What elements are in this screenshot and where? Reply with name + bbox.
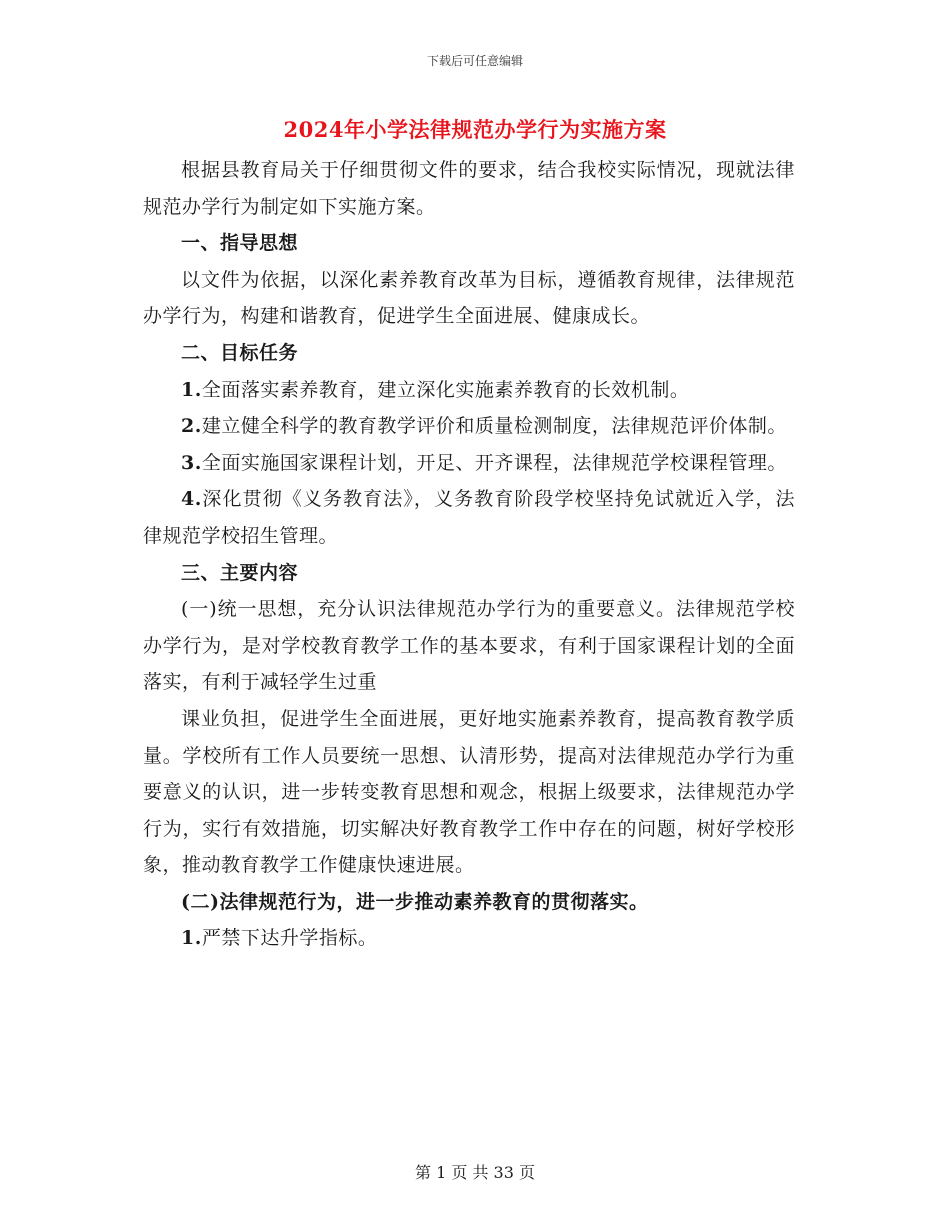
goal-item-text: 全面落实素养教育，建立深化实施素养教育的长效机制。 [201,378,690,401]
main-content-paragraph-2: 课业负担，促进学生全面进展，更好地实施素养教育，提高教育教学质量。学校所有工作人员要统一思想、认清形势，提高对法律规范办学行为重要意义的认识，进一步转变教育思想和观念，根据上级要求，法律规范办学行为，实行有效措施，切实解决好教育教学工作中存在的问题，树好学校形象，推动教育教学工作健康快速进展。 [143,707,795,877]
goal-item-number: 2. [181,415,202,438]
goal-item [143,481,795,554]
goal-item-text: 深化贯彻《义务教育法》，义务教育阶段学校坚持免试就近入学，法律规范学校招生管理。 [143,488,795,547]
page-footer: 第 1 页 共 33 页 [415,1163,535,1182]
document-title: 2024年小学法律规范办学行为实施方案 [283,117,667,142]
goal-item-number: 4. [181,488,202,511]
measure-item-number: 1. [181,927,202,950]
measure-item [143,920,795,957]
guiding-thought-paragraph: 以文件为依据，以深化素养教育改革为目标，遵循教育规律，法律规范办学行为，构建和谐教育，促进学生全面进展、健康成长。 [143,268,795,328]
header-note: 下载后可任意编辑 [426,54,523,68]
measure-item-text: 严禁下达升学指标。 [201,927,378,950]
goal-item [143,445,795,482]
goal-item-number: 3. [181,451,202,474]
section-heading-main-content: 三、主要内容 [181,561,299,584]
document-body [143,152,795,957]
intro-paragraph: 根据县教育局关于仔细贯彻文件的要求，结合我校实际情况，现就法律规范办学行为制定如下实施方案。 [143,159,795,218]
goal-item-text: 建立健全科学的教育教学评价和质量检测制度，法律规范评价体制。 [201,415,787,438]
goal-item [143,408,795,445]
goal-item-number: 1. [181,378,202,401]
subsection-heading-2: (二)法律规范行为，进一步推动素养教育的贯彻落实。 [181,890,649,913]
goal-item-text: 全面实施国家课程计划，开足、开齐课程，法律规范学校课程管理。 [201,451,787,474]
section-heading-goals: 二、目标任务 [181,341,299,364]
goal-item [143,372,795,409]
section-heading-guiding-thought: 一、指导思想 [181,232,299,255]
main-content-paragraph-1: (一)统一思想，充分认识法律规范办学行为的重要意义。法律规范学校办学行为，是对学校教育教学工作的基本要求，有利于国家课程计划的全面落实，有利于减轻学生过重 [143,598,795,694]
